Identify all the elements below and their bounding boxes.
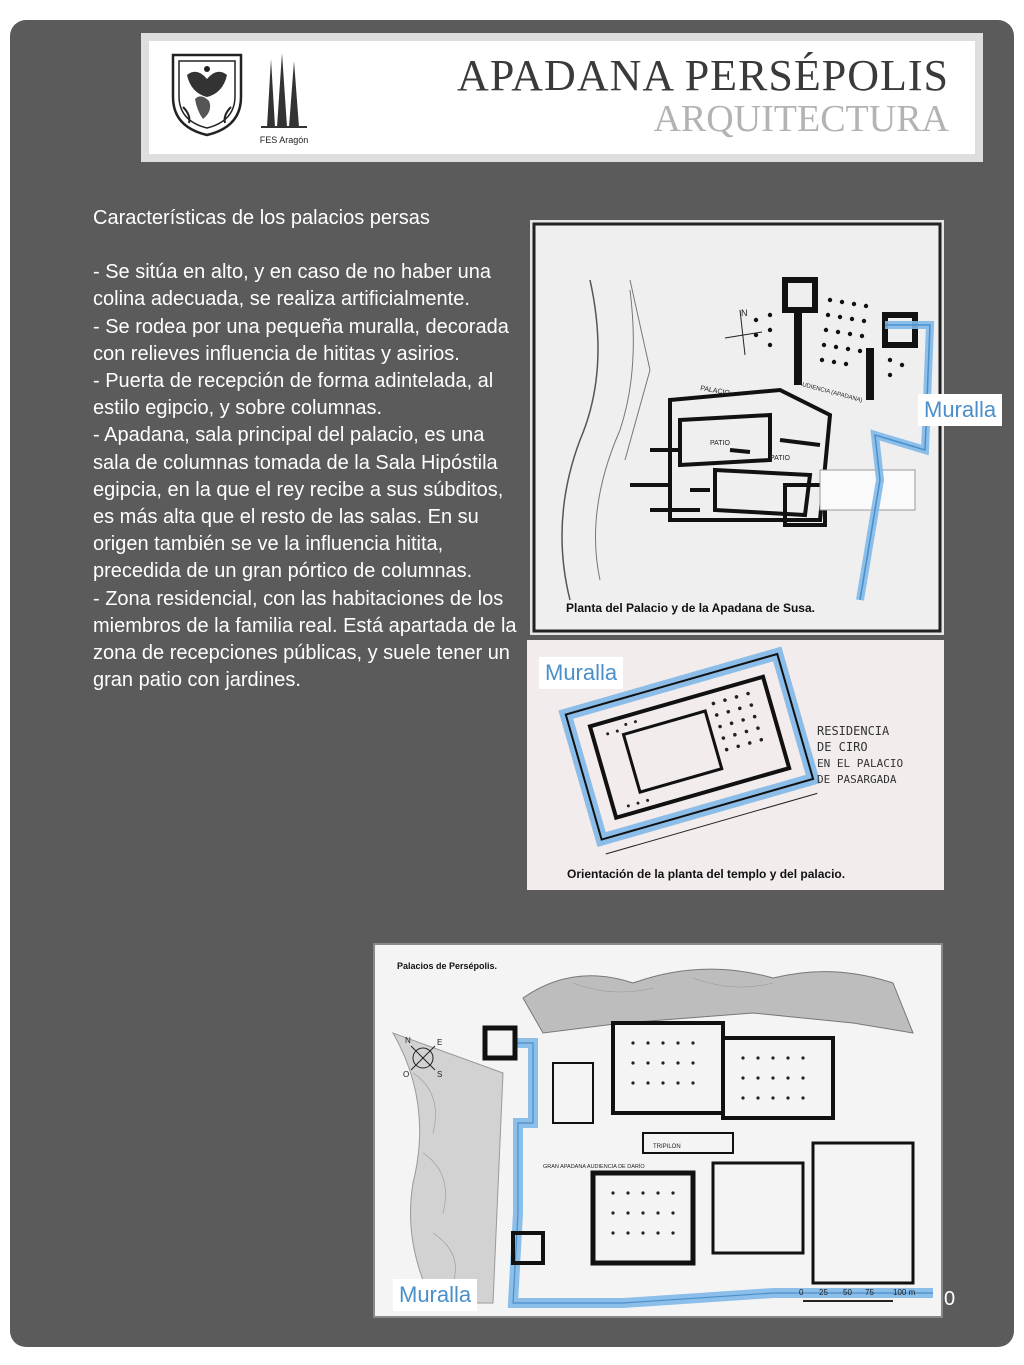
paragraph-gate: - Puerta de recepción de forma adintelada, al estilo egipcio, y sobre columnas.	[93, 370, 494, 420]
paragraph-wall: - Se rodea por una pequeña muralla, decorada con relieves influencia de hititas y asirios.	[93, 315, 509, 365]
susa-plan-figure	[530, 220, 944, 635]
pasargada-note-2: DE CIRO	[817, 740, 868, 754]
persepolis-plan-drawing	[373, 943, 943, 1318]
page-subtitle: ARQUITECTURA	[653, 98, 949, 140]
susa-label-patio-2: PATIO	[770, 455, 790, 462]
susa-caption: Planta del Palacio y de la Apadana de Susa.	[566, 601, 815, 615]
content-heading: Características de los palacios persas	[93, 207, 430, 229]
body-text	[93, 205, 523, 694]
compass-east: E	[437, 1038, 443, 1047]
label-gran-apadana: GRAN APADANA AUDIENCIA DE DARÍO	[543, 1164, 645, 1170]
header-panel	[149, 41, 975, 154]
header-bar	[141, 33, 983, 162]
scale-0: 0	[799, 1288, 804, 1297]
label-muralla-persepolis: Muralla	[393, 1279, 477, 1311]
pasargada-caption: Orientación de la planta del templo y del palacio.	[567, 867, 846, 881]
scale-100: 100 m	[893, 1288, 916, 1297]
scale-25: 25	[819, 1288, 828, 1297]
pasargada-note-3: EN EL PALACIO	[817, 757, 904, 770]
pasargada-columns	[605, 688, 771, 808]
pasargada-note-1: RESIDENCIA	[817, 724, 890, 738]
susa-plan-drawing	[530, 220, 944, 635]
label-muralla-pasargada: Muralla	[539, 657, 623, 689]
compass-north: N	[405, 1036, 411, 1045]
compass-west: O	[403, 1070, 410, 1079]
paragraph-apadana: - Apadana, sala principal del palacio, es una sala de columnas tomada de la Sala Hipóstila egipcia, en la que el rey recibe a sus súbditos, es más alta que el resto de las salas. En su origen también se ve la influencia hitita, precedida de un gran pórtico de columnas.	[93, 424, 504, 583]
paragraph-residential: - Zona residencial, con las habitaciones de los miembros de la familia real. Está apartada de la zona de recepciones públicas, y suele tener un gran patio con jardines.	[93, 587, 517, 692]
susa-label-patio-1: PATIO	[710, 440, 730, 447]
persepolis-title: Palacios de Persépolis.	[397, 961, 498, 971]
susa-label-palacio: PALACIO	[699, 385, 731, 398]
fes-aragon-logo	[249, 49, 319, 145]
pasargada-note-4: DE PASARGADA	[817, 773, 897, 786]
unam-shield-logo	[167, 49, 247, 139]
scale-50: 50	[843, 1288, 852, 1297]
page-title: APADANA PERSÉPOLIS	[457, 51, 949, 100]
label-muralla-susa: Muralla	[918, 394, 1002, 426]
susa-compass-north: N	[741, 308, 748, 318]
compass-south: S	[437, 1070, 443, 1079]
fes-logo-caption: FES Aragón	[259, 135, 309, 145]
page-number: 0	[944, 1288, 956, 1310]
fes-columns-icon	[249, 49, 319, 129]
persepolis-plan-figure	[373, 943, 943, 1318]
scale-75: 75	[865, 1288, 874, 1297]
paragraph-location: - Se sitúa en alto, y en caso de no haber una colina adecuada, se realiza artificialmente.	[93, 261, 492, 311]
label-tripilon: TRIPILON	[653, 1144, 681, 1150]
susa-label-audiencia: AUDIENCIA (APADANA)	[797, 381, 864, 405]
spacer	[93, 232, 523, 259]
